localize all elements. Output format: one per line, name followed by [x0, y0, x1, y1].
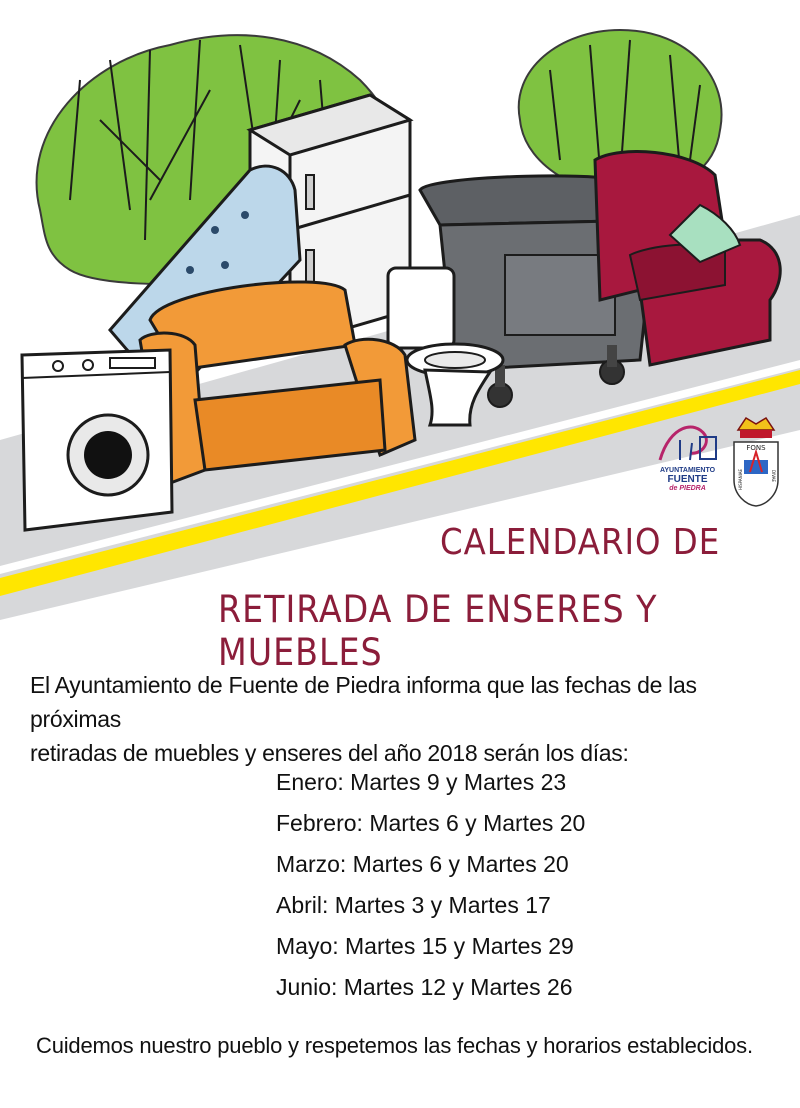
coat-of-arms-text-3: DIVAE — [771, 470, 776, 483]
ayuntamiento-logo-text-2: FUENTE — [667, 474, 708, 485]
schedule-item-junio: Junio: Martes 12 y Martes 26 — [276, 974, 573, 1000]
schedule-item-marzo: Marzo: Martes 6 y Martes 20 — [276, 851, 569, 877]
intro-line-1: El Ayuntamiento de Fuente de Piedra informa que las fechas de las próximas — [30, 672, 697, 732]
schedule-item-abril: Abril: Martes 3 y Martes 17 — [276, 892, 551, 918]
intro-paragraph — [30, 668, 790, 770]
closing-text: Cuidemos nuestro pueblo y respetemos las fechas y horarios establecidos. — [36, 1033, 753, 1058]
flamingo-icon — [650, 415, 725, 465]
coat-of-arms-text-2: HISPANIAE — [738, 468, 743, 490]
ayuntamiento-logo — [650, 415, 725, 500]
coat-of-arms-icon — [730, 410, 782, 510]
washing-machine-illustration — [22, 350, 172, 530]
schedule-item-febrero: Febrero: Martes 6 y Martes 20 — [276, 810, 586, 836]
title-line-1: CALENDARIO DE — [440, 522, 721, 563]
schedule-item-enero: Enero: Martes 9 y Martes 23 — [276, 769, 567, 795]
schedule-item-mayo: Mayo: Martes 15 y Martes 29 — [276, 933, 574, 959]
coat-of-arms-text-1: FONS — [746, 444, 766, 452]
schedule-list — [276, 762, 696, 1008]
title-line-2: RETIRADA DE ENSERES Y MUEBLES — [218, 588, 658, 674]
ayuntamiento-logo-text-1: AYUNTAMIENTO — [659, 467, 716, 474]
logos-area — [650, 410, 790, 510]
ayuntamiento-logo-text-3: de PIEDRA — [669, 485, 706, 492]
intro-line-2: retiradas de muebles y enseres del año 2018 serán los días: — [30, 740, 629, 766]
